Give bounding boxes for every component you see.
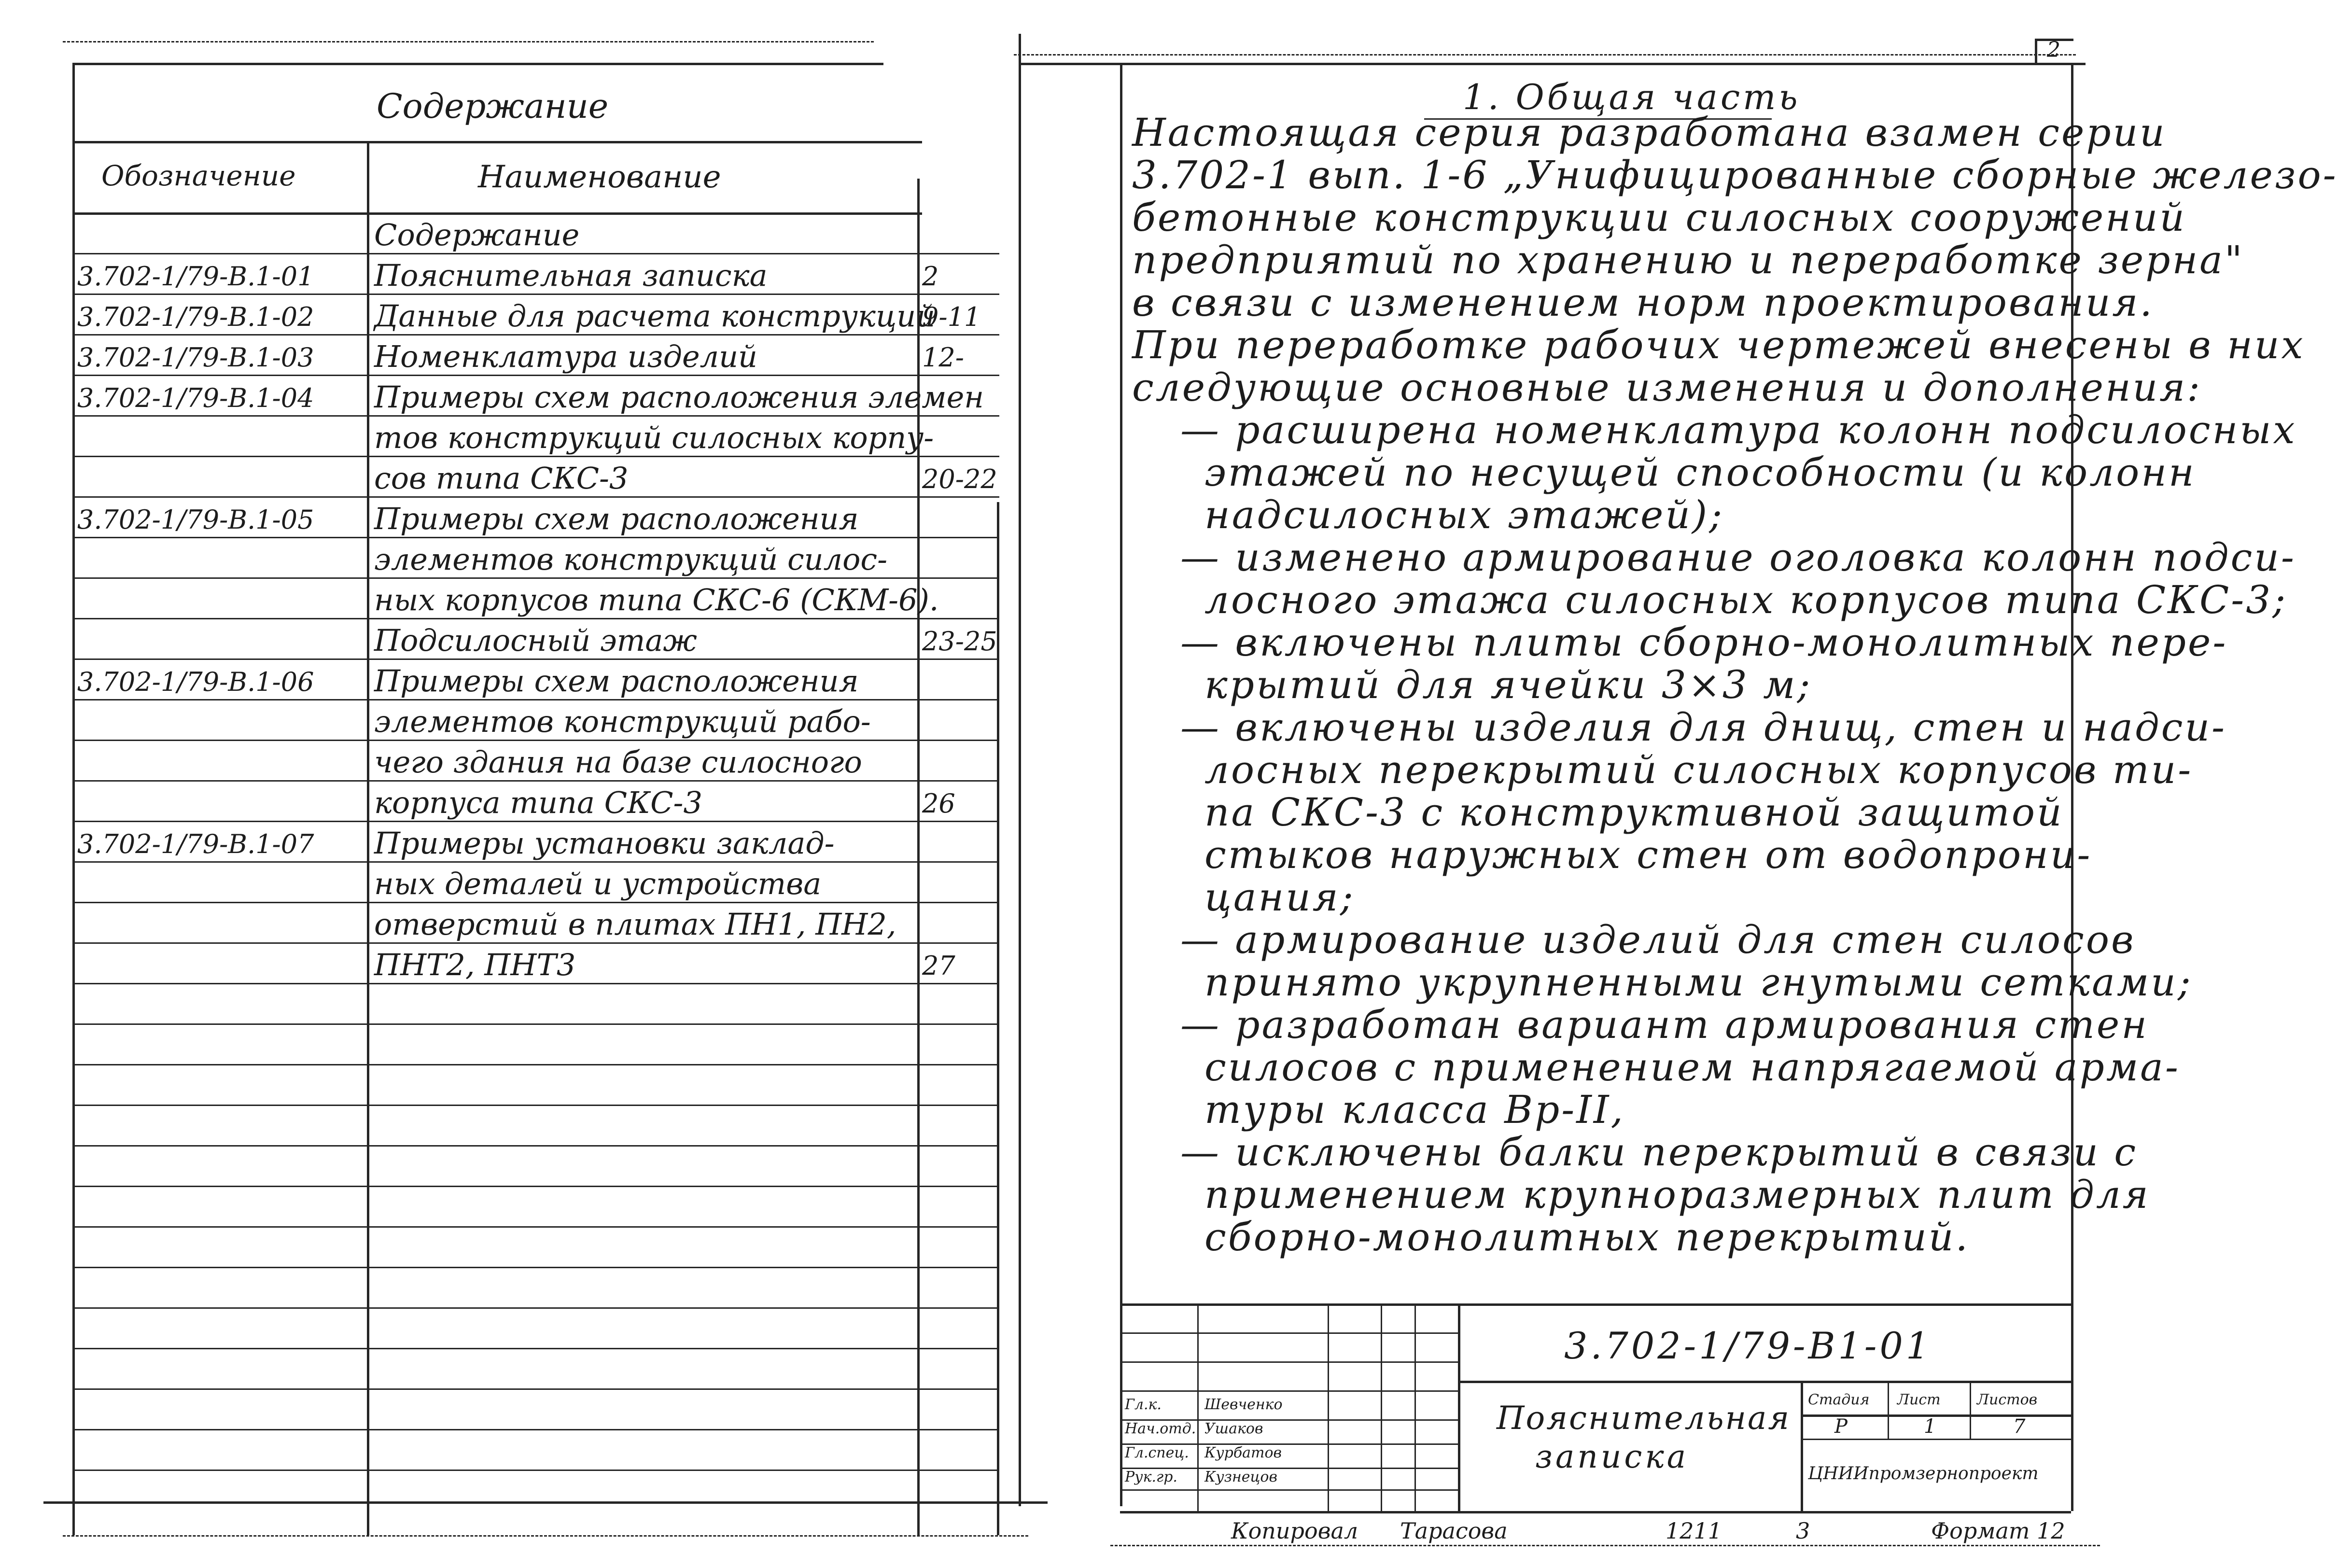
frame-left-border bbox=[1120, 63, 1122, 1506]
body-line: лосных перекрытий силосных корпусов ти- bbox=[1204, 747, 2193, 792]
page-bottom-edge-right bbox=[1110, 1545, 2100, 1546]
title-bottom-border bbox=[72, 141, 922, 143]
toc-row-page: 12- bbox=[922, 342, 964, 373]
table-bottom-border bbox=[43, 1501, 1048, 1504]
toc-empty-row-line bbox=[72, 1388, 999, 1390]
col-header-designation: Обозначение bbox=[101, 159, 296, 192]
stamp-col-stage bbox=[1801, 1381, 1803, 1511]
body-line: крытий для ячейки 3×3 м; bbox=[1204, 662, 1812, 707]
stamp-sheet-value: 1 bbox=[1924, 1415, 1936, 1438]
body-line: — исключены балки перекрытий в связи с bbox=[1180, 1130, 2138, 1175]
footer-copier-name: Тарасова bbox=[1400, 1518, 1508, 1544]
toc-row-page: 23-25 bbox=[922, 626, 997, 657]
toc-row-page: 27 bbox=[922, 951, 955, 981]
sig-row-line-7 bbox=[1120, 1489, 1458, 1491]
binding-left-line bbox=[1019, 34, 1021, 1506]
body-line: применением крупноразмерных плит для bbox=[1204, 1172, 2150, 1217]
table-left-border bbox=[72, 63, 75, 1535]
toc-row-line bbox=[72, 537, 999, 538]
toc-empty-row-line bbox=[72, 1145, 999, 1147]
stamp-title-line1: Пояснительная bbox=[1497, 1400, 1791, 1437]
body-line: следующие основные изменения и дополнения: bbox=[1132, 365, 2202, 410]
toc-row-name: Номенклатура изделий bbox=[374, 339, 757, 374]
body-line: — разработан вариант армирования стен bbox=[1180, 1002, 2149, 1047]
table-right-border bbox=[997, 502, 999, 1535]
toc-row-name: Подсилосный этаж bbox=[374, 623, 697, 658]
toc-row-page: 26 bbox=[922, 788, 955, 819]
toc-row-line bbox=[72, 496, 999, 498]
sig-name: Кузнецов bbox=[1204, 1469, 1277, 1485]
body-line: цания; bbox=[1204, 875, 1355, 920]
toc-empty-row-line bbox=[72, 1023, 999, 1025]
body-line: 3.702-1 вып. 1-6 „Унифицированные сборные железо- bbox=[1132, 153, 2338, 197]
toc-row-code: 3.702-1/79-В.1-01 bbox=[77, 261, 314, 292]
sig-name: Ушаков bbox=[1204, 1420, 1263, 1437]
page-edge-line bbox=[63, 41, 874, 42]
toc-row-code: 3.702-1/79-В.1-02 bbox=[77, 302, 314, 332]
sig-role: Гл.спец. bbox=[1125, 1444, 1189, 1461]
toc-row-line bbox=[72, 780, 999, 782]
sig-name: Курбатов bbox=[1204, 1444, 1282, 1461]
header-bottom-border bbox=[72, 212, 922, 215]
body-line: в связи с изменением норм проектирования. bbox=[1132, 280, 2154, 325]
page-edge-line-right bbox=[1014, 54, 2076, 56]
toc-empty-row-line bbox=[72, 1267, 999, 1268]
toc-row-name: отверстий в плитах ПН1, ПН2, bbox=[374, 907, 896, 942]
body-line: При переработке рабочих чертежей внесены в них bbox=[1132, 322, 2305, 367]
sig-row-line-3 bbox=[1120, 1390, 1458, 1392]
toc-row-page: 20-22 bbox=[922, 464, 997, 494]
toc-empty-row-line bbox=[72, 1348, 999, 1349]
sig-role: Гл.к. bbox=[1125, 1396, 1162, 1413]
body-line: — расширена номенклатура колонн подсилосных bbox=[1180, 407, 2297, 452]
toc-row-name: Примеры схем расположения элемен bbox=[374, 379, 984, 415]
toc-empty-row-line bbox=[72, 1470, 999, 1471]
body-line: — изменено армирование оголовка колонн подси- bbox=[1180, 535, 2296, 580]
sig-col-1 bbox=[1197, 1303, 1199, 1511]
toc-row-line bbox=[72, 821, 999, 822]
sig-role: Нач.отд. bbox=[1125, 1420, 1196, 1437]
body-line: силосов с применением напрягаемой арма- bbox=[1204, 1045, 2180, 1090]
body-line: туры класса Вр-II, bbox=[1204, 1087, 1625, 1132]
body-line: надсилосных этажей); bbox=[1204, 492, 1724, 537]
toc-row-page: 2 bbox=[922, 261, 939, 292]
toc-row-name: Данные для расчета конструкций bbox=[374, 298, 936, 334]
stamp-col-sheet bbox=[1888, 1381, 1889, 1439]
body-line: Настоящая серия разработана взамен серии bbox=[1132, 110, 2167, 155]
toc-row-name: Примеры установки заклад- bbox=[374, 826, 835, 861]
sig-row-line-1 bbox=[1120, 1332, 1458, 1334]
toc-empty-row-line bbox=[72, 1226, 999, 1228]
stamp-col-sheets bbox=[1970, 1381, 1971, 1439]
sig-name: Шевченко bbox=[1204, 1396, 1283, 1413]
toc-empty-row-line bbox=[72, 1307, 999, 1309]
col-header-name: Наименование bbox=[478, 159, 721, 195]
toc-row-name: элементов конструкций рабо- bbox=[374, 704, 871, 739]
stamp-organization: ЦНИИпромзернопроект bbox=[1808, 1464, 2039, 1484]
toc-row-name: корпуса типа СКС-3 bbox=[374, 785, 702, 820]
toc-row-name: ПНТ2, ПНТ3 bbox=[374, 947, 576, 982]
footer-format: Формат 12 bbox=[1931, 1518, 2065, 1544]
toc-row-name: ных деталей и устройства bbox=[374, 866, 822, 901]
body-line: лосного этажа силосных корпусов типа СКС-3; bbox=[1204, 577, 2288, 622]
footer-order-number: 1211 bbox=[1666, 1518, 1722, 1544]
sig-col-2 bbox=[1328, 1303, 1329, 1511]
sig-row-line-2 bbox=[1120, 1361, 1458, 1363]
toc-empty-row-line bbox=[72, 1186, 999, 1187]
body-line: принято укрупненными гнутыми сетками; bbox=[1204, 960, 2193, 1005]
toc-row-line bbox=[72, 942, 999, 944]
body-line: этажей по несущей способности (и колонн bbox=[1204, 450, 2196, 495]
footer-copied-label: Копировал bbox=[1231, 1518, 1358, 1544]
toc-row-line bbox=[72, 456, 999, 457]
body-line: бетонные конструкции силосных сооружений bbox=[1132, 195, 2186, 240]
body-line: — включены плиты сборно-монолитных пере- bbox=[1180, 620, 2228, 665]
body-line: — армирование изделий для стен силосов bbox=[1180, 917, 2136, 962]
stamp-code-bottom bbox=[1458, 1381, 2071, 1383]
toc-row-code: 3.702-1/79-В.1-06 bbox=[77, 667, 314, 697]
body-line: предприятий по хранению и переработке зерна" bbox=[1132, 238, 2244, 282]
body-line: па СКС-3 с конструктивной защитой bbox=[1204, 790, 2064, 835]
toc-row-page: 9-11 bbox=[922, 302, 981, 332]
stamp-top-border bbox=[1120, 1303, 2071, 1306]
toc-row-line bbox=[72, 699, 999, 700]
toc-row-code: 3.702-1/79-В.1-04 bbox=[77, 383, 314, 413]
toc-row-line bbox=[72, 294, 999, 295]
table-top-border bbox=[72, 63, 883, 65]
page-number-box-left bbox=[2035, 39, 2037, 64]
toc-row-line bbox=[72, 902, 999, 903]
stamp-title-line2: записка bbox=[1535, 1438, 1689, 1475]
toc-row-line bbox=[72, 618, 999, 619]
toc-row-name: Примеры схем расположения bbox=[374, 501, 859, 536]
toc-title: Содержание bbox=[377, 86, 609, 126]
toc-row-line bbox=[72, 375, 999, 376]
stamp-sheets-label: Листов bbox=[1977, 1391, 2038, 1408]
toc-row-line bbox=[72, 334, 999, 336]
frame-top-border bbox=[1019, 63, 2086, 65]
toc-row-line bbox=[72, 577, 999, 579]
toc-row-name: Содержание bbox=[374, 217, 580, 252]
toc-row-name: сов типа СКС-3 bbox=[374, 461, 629, 496]
body-line: стыков наружных стен от водопрони- bbox=[1204, 832, 2092, 877]
toc-row-line bbox=[72, 983, 999, 984]
toc-row-name: тов конструкций силосных корпу- bbox=[374, 420, 934, 455]
page-number: 2 bbox=[2047, 38, 2060, 62]
toc-row-name: элементов конструкций силос- bbox=[374, 542, 888, 577]
sig-role: Рук.гр. bbox=[1125, 1469, 1177, 1485]
stamp-sheets-value: 7 bbox=[2013, 1415, 2026, 1438]
stamp-code: 3.702-1/79-В1-01 bbox=[1564, 1324, 1932, 1367]
stamp-sheet-label: Лист bbox=[1897, 1391, 1941, 1408]
stamp-stage-value: Р bbox=[1834, 1415, 1848, 1438]
toc-row-code: 3.702-1/79-В.1-03 bbox=[77, 342, 314, 373]
table-col-divider-1 bbox=[367, 141, 369, 1535]
toc-row-line bbox=[72, 861, 999, 863]
stamp-stage-label: Стадия bbox=[1808, 1391, 1870, 1408]
toc-row-line bbox=[72, 658, 999, 660]
toc-empty-row-line bbox=[72, 1429, 999, 1430]
toc-row-name: чего здания на базе силосного bbox=[374, 744, 862, 780]
section-title: 1. Общая часть bbox=[1463, 77, 1801, 117]
stamp-bottom-border bbox=[1120, 1511, 2071, 1513]
toc-row-name: ных корпусов типа СКС-6 (СКМ-6). bbox=[374, 582, 939, 617]
toc-empty-row-line bbox=[72, 1105, 999, 1106]
footer-sheet-number: 3 bbox=[1796, 1518, 1810, 1544]
toc-row-name: Пояснительная записка bbox=[374, 258, 768, 293]
toc-row-line bbox=[72, 740, 999, 741]
toc-row-line bbox=[72, 253, 999, 254]
toc-row-line bbox=[72, 415, 999, 417]
sig-col-3 bbox=[1381, 1303, 1382, 1511]
body-line: — включены изделия для днищ, стен и надси- bbox=[1180, 705, 2227, 750]
toc-row-name: Примеры схем расположения bbox=[374, 663, 859, 699]
stamp-stage-value-divider bbox=[1801, 1439, 2071, 1440]
page-bottom-edge bbox=[63, 1535, 1028, 1537]
body-line: сборно-монолитных перекрытий. bbox=[1204, 1215, 1970, 1260]
toc-row-code: 3.702-1/79-В.1-05 bbox=[77, 504, 314, 535]
stamp-col-main bbox=[1458, 1303, 1460, 1511]
toc-row-code: 3.702-1/79-В.1-07 bbox=[77, 829, 314, 859]
toc-empty-row-line bbox=[72, 1064, 999, 1065]
sig-col-4 bbox=[1414, 1303, 1416, 1511]
